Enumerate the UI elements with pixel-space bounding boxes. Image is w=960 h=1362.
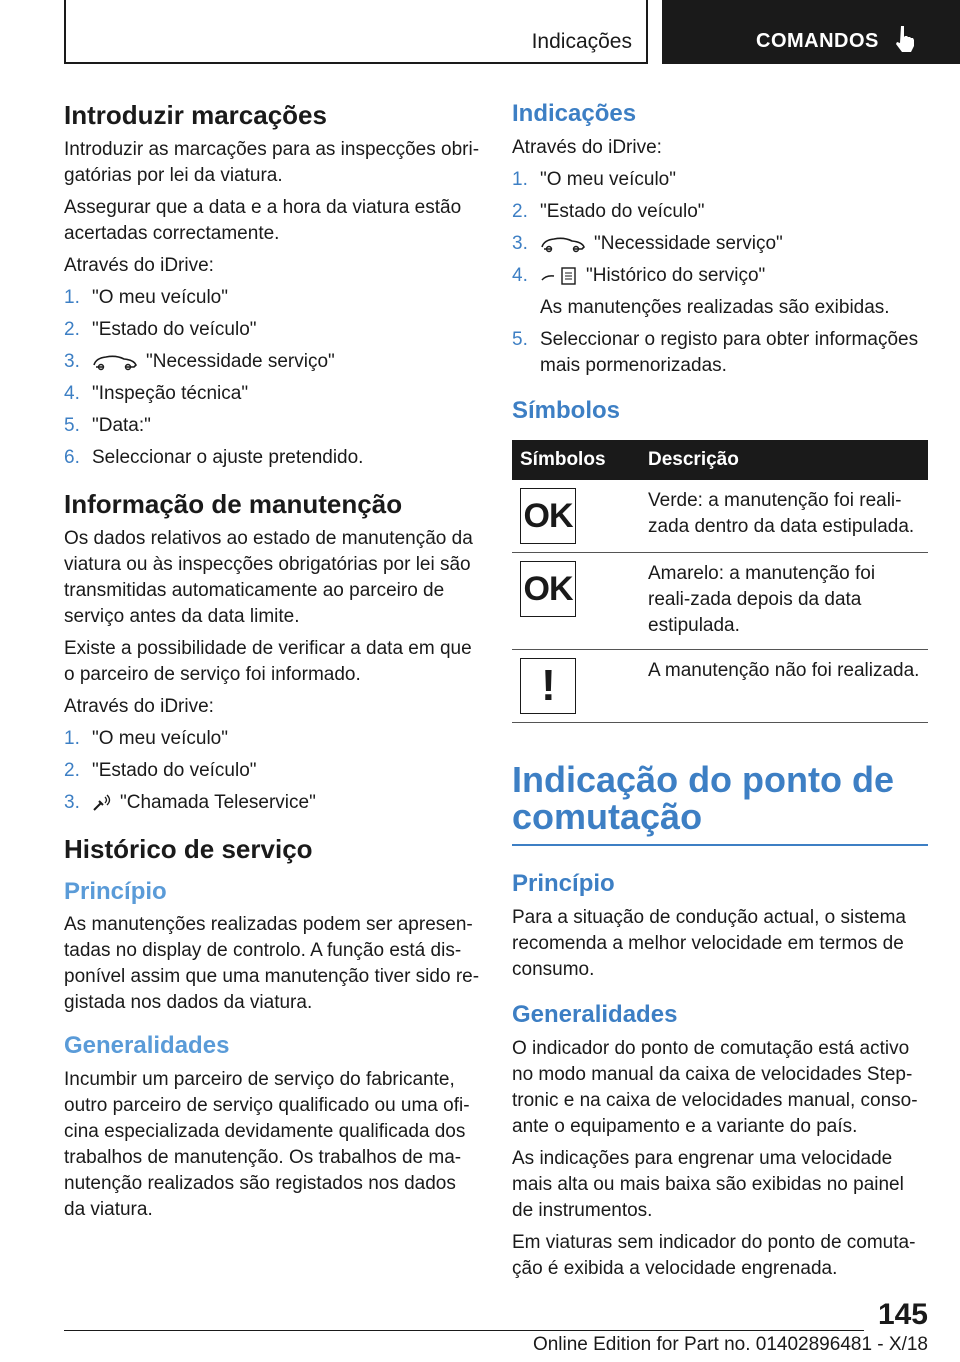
list-item: 1. "O meu veículo" [64,728,228,750]
table-row [512,480,928,553]
right-column [512,100,928,1288]
subheading-generalidades: Generalidades [512,1000,678,1028]
subheading-principio: Princípio [64,877,167,905]
header-section-tab[interactable] [64,0,648,64]
list-item: 1. "O meu veículo" [512,168,676,190]
steps-list [64,285,480,471]
ok-symbol-icon: OK [520,561,576,617]
table-header-cell: Símbolos [512,440,640,480]
car-service-icon [540,235,586,253]
paragraph: Incumbir um parceiro de serviço do fabricante, outro parceiro de serviço qualificado ou uma ofi-cina especializada devidamente qualificada dos trabalhos de manutenção. Os trabalhos de ma-nutenção realizados são registados nos dados da viatura. [64,1069,470,1221]
list-item: 2. "Estado do veículo" [64,760,257,782]
list-item: 1. "O meu veículo" [64,287,228,309]
paragraph: Os dados relativos ao estado de manutenção da viatura ou às inspecções obrigatórias por lei são transmitidas automaticamente ao parceiro de serviço antes da data limite. [64,528,473,628]
car-service-icon [92,353,138,371]
paragraph: Através do iDrive: [64,696,214,718]
list-item: 4. "Histórico do serviço" As manutenções realizadas são exibidas. [512,263,928,321]
table-cell: A manutenção não foi realizada. [640,649,928,722]
list-item: 5. Seleccionar o registo para obter informações mais pormenorizadas. [512,328,919,376]
list-item: 6. Seleccionar o ajuste pretendido. [64,447,364,469]
chapter-title-indicacao-ponto-comutacao: Indicação do ponto de comutação [512,761,928,847]
steps-list [512,167,928,379]
symbols-table [512,440,928,723]
header-chapter-label: COMANDOS [756,30,879,52]
section-title-introduzir: Introduzir marcações [64,100,327,130]
table-row [512,649,928,722]
table-row [512,552,928,649]
paragraph: Existe a possibilidade de verificar a data em que o parceiro de serviço foi informado. [64,638,472,686]
paragraph: As indicações para engrenar uma velocidade mais alta ou mais baixa são exibidas no painel de instrumentos. [512,1147,904,1221]
table-cell: Verde: a manutenção foi reali-zada dentro da data estipulada. [640,480,928,553]
section-title-historico: Histórico de serviço [64,834,313,865]
ok-symbol-icon: OK [520,488,576,544]
paragraph: Através do iDrive: [512,136,662,158]
section-title-simbolos: Símbolos [512,396,621,424]
paragraph: Assegurar que a data e a hora da viatura estão acertadas correctamente. [64,197,462,245]
list-item: 2. "Estado do veículo" [64,319,257,341]
list-item: 4. "Inspeção técnica" [64,383,249,405]
exclamation-symbol-icon: ! [520,658,576,714]
footer-divider [64,1330,864,1331]
paragraph: Para a situação de condução actual, o sistema recomenda a melhor velocidade em termos de consumo. [512,906,906,980]
list-item: 2. "Estado do veículo" [512,200,705,222]
table-cell: Amarelo: a manutenção foi reali-zada depois da data estipulada. [640,552,928,649]
subheading-generalidades: Generalidades [64,1032,230,1060]
header-section-label: Indicações [531,30,632,53]
service-history-icon [540,266,578,286]
list-item: 3. "Chamada Teleservice" [64,792,316,814]
pointing-hand-icon [894,24,916,52]
paragraph: Introduzir as marcações para as inspecções obri-gatórias por lei da viatura. [64,139,480,187]
header-chapter-tab[interactable] [662,0,960,64]
paragraph: O indicador do ponto de comutação está activo no modo manual da caixa de velocidades Step-tronic e na caixa de velocidades manual, conso-ante o equipamento e a variante do país. [512,1037,918,1137]
wrench-signal-icon [92,794,112,812]
list-item: 5. "Data:" [64,415,151,437]
steps-list [64,726,480,816]
footer-edition: Online Edition for Part no. 01402896481 - X/18 [532,1334,928,1355]
table-header-cell: Descrição [640,440,928,480]
table-header-row [512,440,928,480]
list-item: 3. "Necessidade serviço" [512,232,783,254]
subheading-principio: Princípio [512,870,615,898]
list-item: 3. "Necessidade serviço" [64,351,335,373]
list-item-note: As manutenções realizadas são exibidas. [540,296,890,318]
paragraph: Em viaturas sem indicador do ponto de comuta-ção é exibida a velocidade engrenada. [512,1231,916,1279]
section-title-indicacoes: Indicações [512,100,637,127]
paragraph: As manutenções realizadas podem ser apresen-tadas no display de controlo. A função está dis-ponível assim que uma manutenção tiver sido re-gistada nos dados da viatura. [64,914,480,1014]
left-column [64,100,480,1229]
page-number: 145 [877,1298,928,1331]
paragraph: Através do iDrive: [64,255,214,277]
section-title-informacao: Informação de manutenção [64,489,403,520]
